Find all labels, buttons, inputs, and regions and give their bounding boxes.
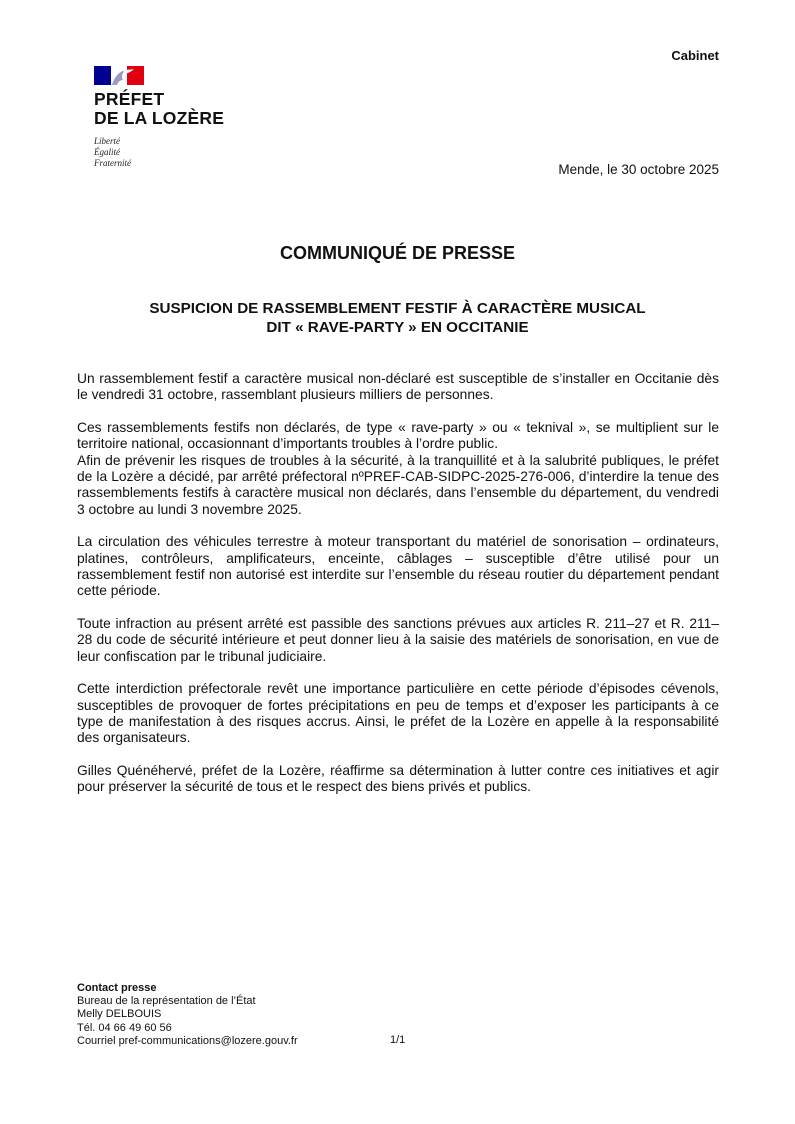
document-title: COMMUNIQUÉ DE PRESSE [279, 243, 516, 263]
department-label: Cabinet [671, 48, 719, 63]
logo-title-line: PRÉFET [94, 89, 165, 109]
republic-motto [94, 136, 131, 169]
date-line: Mende, le 30 octobre 2025 [558, 162, 719, 177]
press-contact-block [77, 982, 298, 1048]
body-paragraph: Ces rassemblements festifs non déclarés, de type « rave-party » ou « teknival », se multiplient sur le territoire national, occasionnant d’importants troubles à l’ordre public. [77, 419, 719, 452]
flag-red-band [127, 66, 144, 85]
motto-line: Liberté [94, 136, 120, 146]
motto-line: Égalité [94, 147, 120, 157]
subtitle-line: SUSPICION DE RASSEMBLEMENT FESTIF À CARACTÈRE MUSICAL [149, 300, 646, 317]
contact-name: Melly DELBOUIS [77, 1008, 162, 1021]
body-paragraph: Gilles Quénéhervé, préfet de la Lozère, réaffirme sa détermination à lutter contre ces initiatives et agir pour préserver la sécurité de tous et le respect des biens privés et publics. [77, 762, 719, 795]
contact-office: Bureau de la représentation de l’État [77, 995, 256, 1008]
contact-heading: Contact presse [77, 982, 157, 994]
page-number: 1/1 [390, 1034, 406, 1046]
flag-blue-band [94, 66, 111, 85]
body-paragraph: Toute infraction au présent arrêté est passible des sanctions prévues aux articles R. 211–27 et R. 211–28 du code de sécurité intérieure et peut donner lieu à la saisie des matériels de sonorisation, en vue de leur confiscation par le tribunal judiciaire. [77, 615, 719, 664]
logo-title-line: DE LA LOZÈRE [94, 108, 225, 128]
press-release-body [77, 371, 719, 812]
motto-line: Fraternité [94, 158, 131, 168]
marianne-flag-logo [94, 66, 144, 85]
body-paragraph: Afin de prévenir les risques de troubles à la sécurité, à la tranquillité et à la salubrité publiques, le préfet de la Lozère a décidé, par arrêté préfectoral nºPREF-CAB-SIDPC-2025-276-006, d’interdire la tenue des rassemblements festifs à caractère musical non déclarés, dans l’ensemble du département, du vendredi 3 octobre au lundi 3 novembre 2025. [77, 452, 719, 517]
contact-email: Courriel pref-communications@lozere.gouv.fr [77, 1034, 298, 1047]
prefecture-logo-title [94, 90, 224, 128]
document-subtitle [0, 299, 795, 337]
body-paragraph: La circulation des véhicules terrestre à moteur transportant du matériel de sonorisation – ordinateurs, platines, contrôleurs, amplificateurs, enceinte, câblages – susceptible d’être utilisé pour un rassemblement festif non autorisé est interdite sur l’ensemble du réseau routier du département pendant cette période. [77, 534, 719, 599]
body-paragraph: Un rassemblement festif a caractère musical non-déclaré est susceptible de s’installer en Occitanie dès le vendredi 31 octobre, rassemblant plusieurs milliers de personnes. [77, 371, 719, 403]
contact-phone: Tél. 04 66 49 60 56 [77, 1021, 172, 1034]
subtitle-line: DIT « RAVE-PARTY » EN OCCITANIE [266, 319, 529, 336]
body-paragraph: Cette interdiction préfectorale revêt une importance particulière en cette période d’épisodes cévenols, susceptibles de provoquer de fortes précipitations en peu de temps et d’exposer les participants à ce type de manifestation à des risques accrus. Ainsi, le préfet de la Lozère en appelle à la responsabilité des organisateurs. [77, 681, 719, 746]
